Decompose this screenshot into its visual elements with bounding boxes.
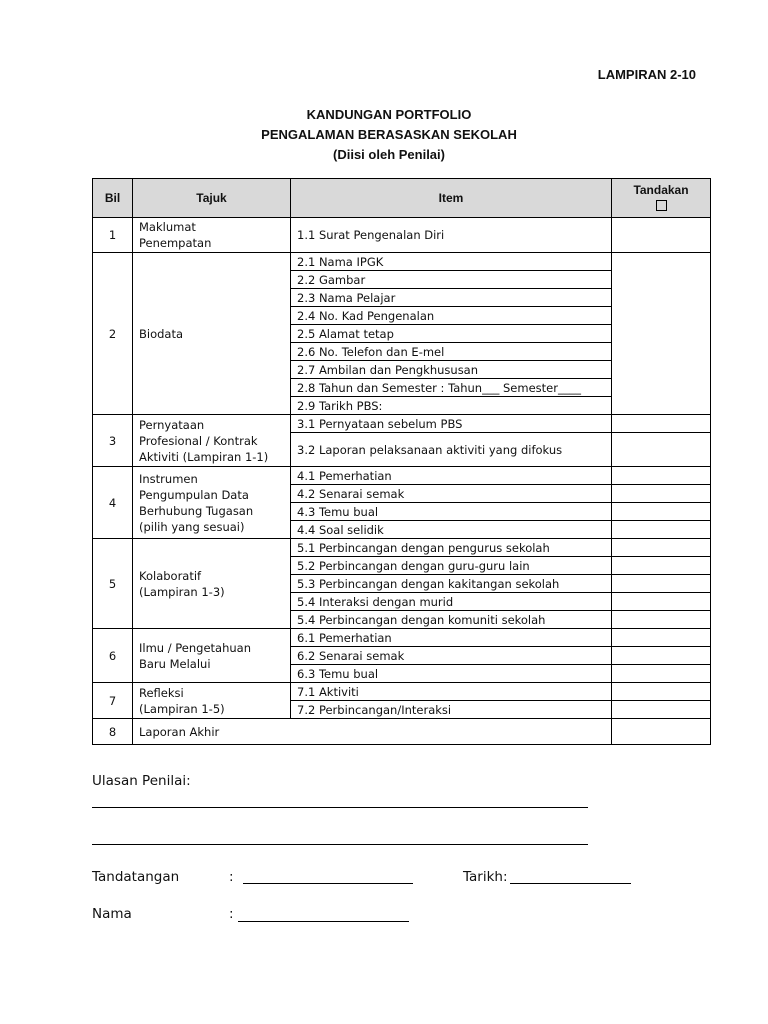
header-tajuk: Tajuk xyxy=(133,179,291,218)
section-number: 5 xyxy=(93,539,133,629)
section-title xyxy=(133,539,291,629)
nama-colon: : xyxy=(229,906,234,922)
section-number: 4 xyxy=(93,467,133,539)
table-row xyxy=(93,467,711,485)
section-title xyxy=(133,467,291,539)
ulasan-line-2[interactable] xyxy=(92,844,588,845)
section-title-line: Instrumen xyxy=(139,471,198,486)
item-cell: 3.1 Pernyataan sebelum PBS xyxy=(291,415,612,433)
item-cell: 2.8 Tahun dan Semester : Tahun___ Semester____ xyxy=(291,379,612,397)
item-cell: 2.9 Tarikh PBS: xyxy=(291,397,612,415)
nama-label: Nama xyxy=(92,906,132,922)
tandakan-cell[interactable] xyxy=(612,521,711,539)
tarikh-line[interactable] xyxy=(510,883,631,884)
nama-line[interactable] xyxy=(238,921,409,922)
item-cell: 5.4 Perbincangan dengan komuniti sekolah xyxy=(291,611,612,629)
item-cell: 5.4 Interaksi dengan murid xyxy=(291,593,612,611)
tandakan-cell[interactable] xyxy=(612,253,711,415)
item-cell: 4.3 Temu bual xyxy=(291,503,612,521)
tarikh-label: Tarikh: xyxy=(463,869,508,885)
tandakan-cell[interactable] xyxy=(612,415,711,433)
section-title-line: (Lampiran 1-5) xyxy=(139,701,225,716)
document-title-block xyxy=(0,105,768,165)
section-title-line: Biodata xyxy=(139,326,184,341)
tandakan-cell[interactable] xyxy=(612,611,711,629)
item-cell: 1.1 Surat Pengenalan Diri xyxy=(291,218,612,253)
section-title xyxy=(133,218,291,253)
item-cell: 4.4 Soal selidik xyxy=(291,521,612,539)
ulasan-line-1[interactable] xyxy=(92,807,588,808)
checkbox-icon xyxy=(656,200,667,211)
tandakan-cell[interactable] xyxy=(612,683,711,701)
tandakan-cell[interactable] xyxy=(612,467,711,485)
title-line-2: PENGALAMAN BERASASKAN SEKOLAH xyxy=(261,127,517,142)
item-cell: 3.2 Laporan pelaksanaan aktiviti yang difokus xyxy=(291,433,612,467)
section-title-line: Profesional / Kontrak xyxy=(139,433,258,448)
tandakan-cell[interactable] xyxy=(612,701,711,719)
tandakan-cell[interactable] xyxy=(612,218,711,253)
table-row xyxy=(93,683,711,701)
section-title-line: Laporan Akhir xyxy=(139,724,220,739)
table-row xyxy=(93,253,711,271)
item-cell: 7.1 Aktiviti xyxy=(291,683,612,701)
title-line-3: (Diisi oleh Penilai) xyxy=(333,147,445,162)
header-bil: Bil xyxy=(93,179,133,218)
tandakan-cell[interactable] xyxy=(612,433,711,467)
section-title-line: Pernyataan xyxy=(139,417,205,432)
item-cell: 2.4 No. Kad Pengenalan xyxy=(291,307,612,325)
item-cell: 2.3 Nama Pelajar xyxy=(291,289,612,307)
table-row xyxy=(93,415,711,433)
header-item: Item xyxy=(291,179,612,218)
table-row xyxy=(93,539,711,557)
tandakan-cell[interactable] xyxy=(612,539,711,557)
section-title-line: Ilmu / Pengetahuan xyxy=(139,640,251,655)
item-cell: 6.2 Senarai semak xyxy=(291,647,612,665)
section-number: 2 xyxy=(93,253,133,415)
section-title-line: Pengumpulan Data xyxy=(139,487,249,502)
portfolio-checklist-table xyxy=(92,178,711,745)
header-tandakan-label: Tandakan xyxy=(633,182,689,197)
tandakan-cell[interactable] xyxy=(612,557,711,575)
section-number: 1 xyxy=(93,218,133,253)
section-title-line: Baru Melalui xyxy=(139,656,211,671)
tandakan-cell[interactable] xyxy=(612,629,711,647)
title-line-1: KANDUNGAN PORTFOLIO xyxy=(306,107,472,122)
table-row xyxy=(93,218,711,253)
tandakan-cell[interactable] xyxy=(612,485,711,503)
section-title-line: (Lampiran 1-3) xyxy=(139,584,225,599)
item-cell: 5.2 Perbincangan dengan guru-guru lain xyxy=(291,557,612,575)
item-cell: 2.6 No. Telefon dan E-mel xyxy=(291,343,612,361)
section-title xyxy=(133,629,291,683)
tandakan-cell[interactable] xyxy=(612,719,711,745)
tandakan-cell[interactable] xyxy=(612,665,711,683)
item-cell: 7.2 Perbincangan/Interaksi xyxy=(291,701,612,719)
tandatangan-colon: : xyxy=(229,869,234,885)
section-number: 3 xyxy=(93,415,133,467)
item-cell: 6.3 Temu bual xyxy=(291,665,612,683)
header-tandakan xyxy=(612,179,711,218)
tandatangan-label: Tandatangan xyxy=(92,869,180,885)
tandakan-cell[interactable] xyxy=(612,503,711,521)
item-cell: 2.1 Nama IPGK xyxy=(291,253,612,271)
tandakan-cell[interactable] xyxy=(612,593,711,611)
ulasan-label: Ulasan Penilai: xyxy=(92,773,191,789)
table-row xyxy=(93,629,711,647)
section-title xyxy=(133,719,612,745)
item-cell: 5.1 Perbincangan dengan pengurus sekolah xyxy=(291,539,612,557)
section-number: 6 xyxy=(93,629,133,683)
section-title xyxy=(133,415,291,467)
section-number: 8 xyxy=(93,719,133,745)
appendix-label: LAMPIRAN 2-10 xyxy=(597,67,696,82)
section-title xyxy=(133,683,291,719)
item-cell: 2.2 Gambar xyxy=(291,271,612,289)
item-cell: 6.1 Pemerhatian xyxy=(291,629,612,647)
item-cell: 4.2 Senarai semak xyxy=(291,485,612,503)
section-title-line: Penempatan xyxy=(139,236,212,250)
item-cell: 4.1 Pemerhatian xyxy=(291,467,612,485)
section-title-line: Aktiviti (Lampiran 1-1) xyxy=(139,449,269,464)
section-title-line: (pilih yang sesuai) xyxy=(139,519,245,534)
section-title-line: Maklumat xyxy=(139,220,196,234)
section-title-line: Refleksi xyxy=(139,685,184,700)
section-number: 7 xyxy=(93,683,133,719)
section-title-line: Berhubung Tugasan xyxy=(139,503,254,518)
section-title xyxy=(133,253,291,415)
tandakan-cell[interactable] xyxy=(612,647,711,665)
item-cell: 2.5 Alamat tetap xyxy=(291,325,612,343)
tandakan-cell[interactable] xyxy=(612,575,711,593)
tandatangan-line[interactable] xyxy=(243,883,413,884)
item-cell: 2.7 Ambilan dan Pengkhususan xyxy=(291,361,612,379)
table-row xyxy=(93,719,711,745)
section-title-line: Kolaboratif xyxy=(139,568,202,583)
item-cell: 5.3 Perbincangan dengan kakitangan sekolah xyxy=(291,575,612,593)
